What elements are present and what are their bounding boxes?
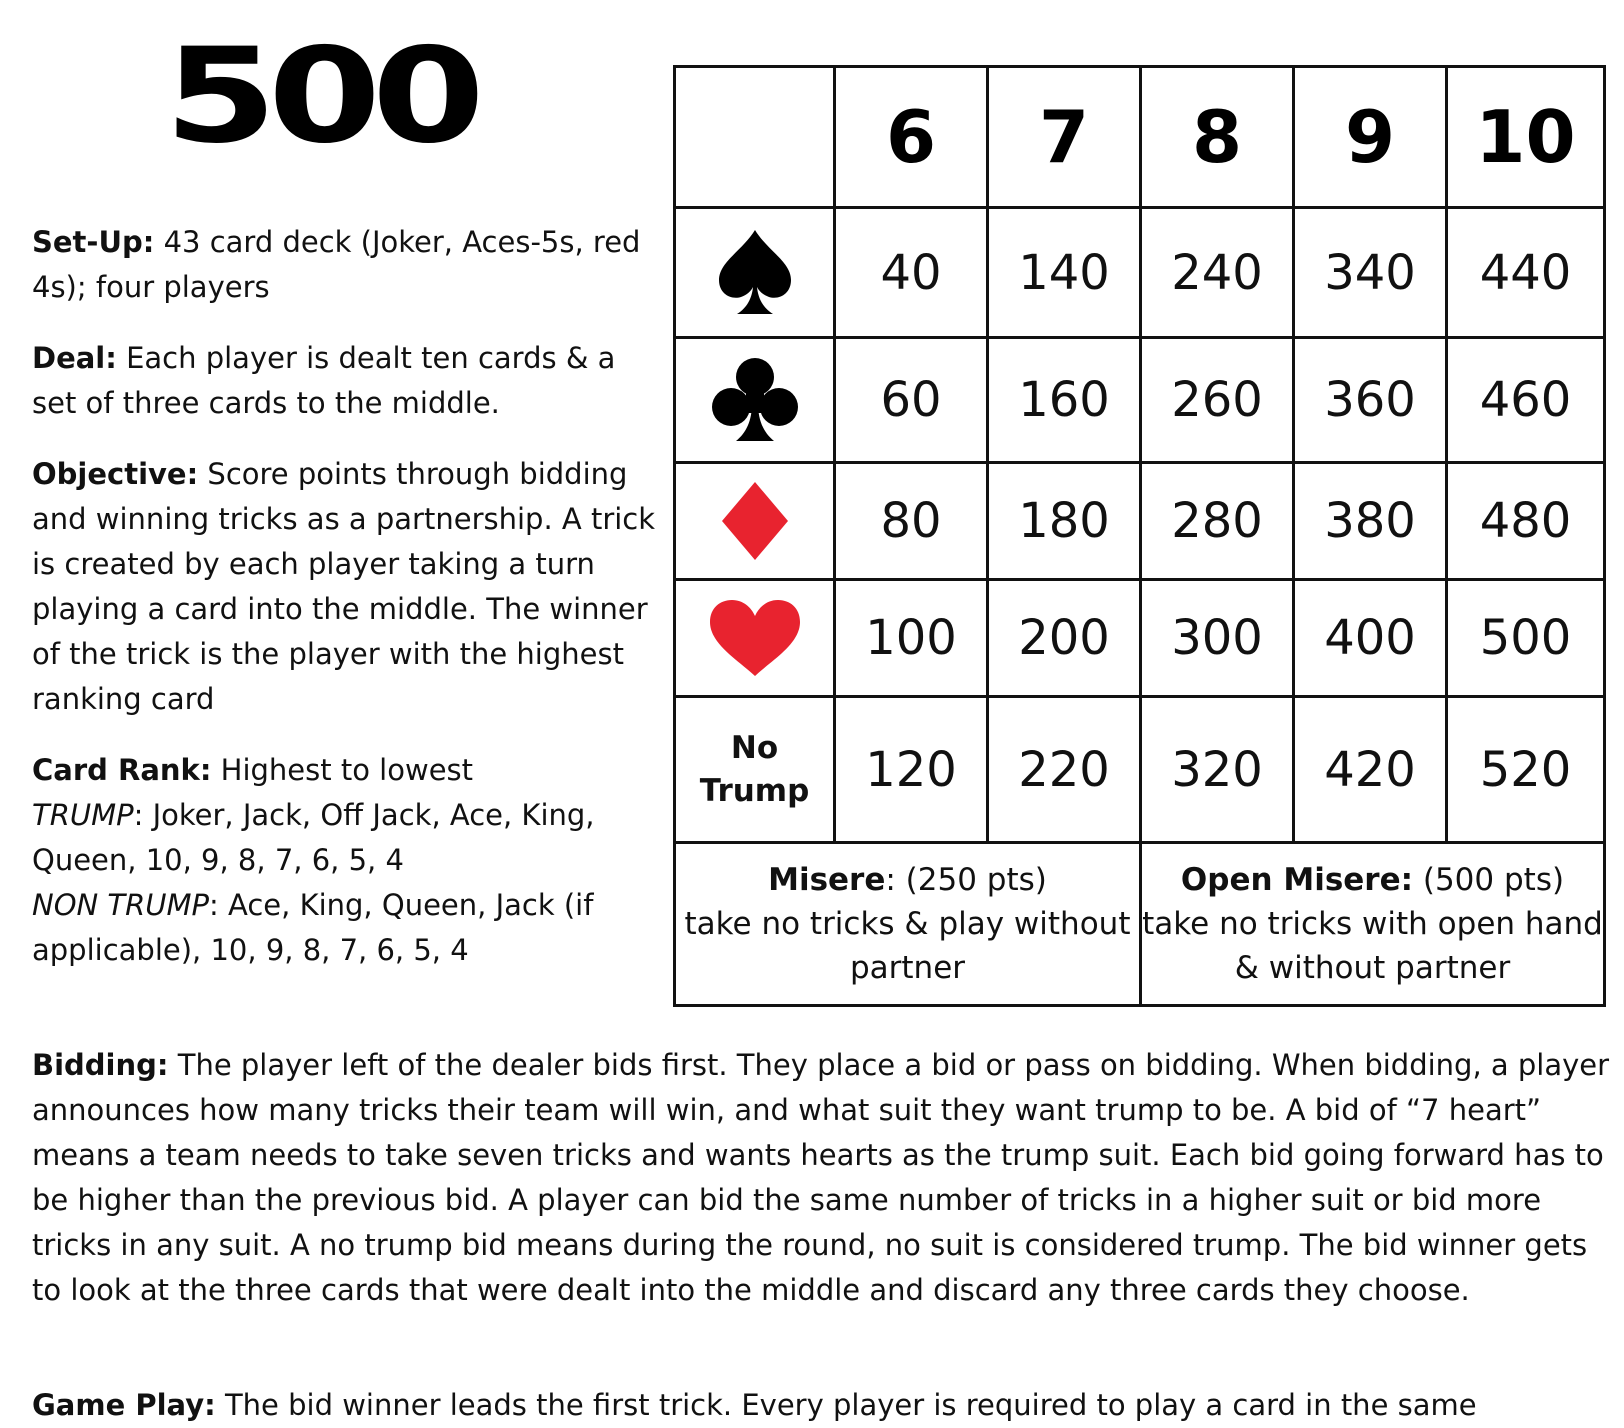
- setup-section: [32, 220, 662, 310]
- bidding-text: The player left of the dealer bids first. They place a bid or pass on bidding. When bidding, a player announces how many tricks their team will win, and what suit they want trump to be. A bid of “7 heart” means a team needs to take seven tricks and wants hearts as the trump suit. Each bid going forward has to be higher than the previous bid. A player can bid the same number of tricks in a higher suit or bid more tricks in any suit. A no trump bid means during the round, no suit is considered trump. The bid winner gets to look at the three cards that were dealt into the middle and discard any three cards they choose.: [32, 1048, 1610, 1307]
- spade-icon: [713, 228, 797, 318]
- open-misere-description: take no tricks with open hand & without partner: [1142, 906, 1603, 986]
- score-cell: 180: [988, 463, 1141, 580]
- misere-description: take no tricks & play without partner: [684, 906, 1131, 986]
- score-cell: 480: [1447, 463, 1605, 580]
- header-tricks-8: 8: [1141, 67, 1294, 208]
- score-cell: 440: [1447, 208, 1605, 338]
- no-trump-row: [675, 697, 1605, 843]
- score-cell: 60: [835, 338, 988, 463]
- heart-icon: [708, 598, 802, 678]
- no-trump-line-2: Trump: [699, 772, 810, 809]
- header-tricks-10: 10: [1447, 67, 1605, 208]
- score-cell: 340: [1294, 208, 1447, 338]
- score-cell: 420: [1294, 697, 1447, 843]
- clubs-row: [675, 338, 1605, 463]
- score-cell: 140: [988, 208, 1141, 338]
- no-trump-line-1: No: [730, 729, 779, 766]
- header-row: [675, 67, 1605, 208]
- trump-text: : Joker, Jack, Off Jack, Ace, King, Queen, 10, 9, 8, 7, 6, 5, 4: [32, 798, 595, 877]
- score-cell: 320: [1141, 697, 1294, 843]
- score-cell: 160: [988, 338, 1141, 463]
- diamond-cell: [675, 463, 835, 580]
- score-cell: 360: [1294, 338, 1447, 463]
- hearts-row: [675, 580, 1605, 697]
- score-cell: 500: [1447, 580, 1605, 697]
- score-cell: 460: [1447, 338, 1605, 463]
- card-rank-text: Highest to lowest: [211, 753, 474, 787]
- open-misere-label: Open Misere:: [1180, 862, 1414, 898]
- misere-label: Misere: [768, 862, 886, 898]
- misere-points: (250 pts): [895, 862, 1047, 898]
- game-title: 500: [164, 19, 476, 173]
- deal-section: [32, 336, 662, 426]
- score-cell: 40: [835, 208, 988, 338]
- score-cell: 120: [835, 697, 988, 843]
- rules-left-column: [32, 220, 662, 999]
- score-cell: 400: [1294, 580, 1447, 697]
- diamond-icon: [720, 480, 790, 562]
- header-tricks-9: 9: [1294, 67, 1447, 208]
- no-trump-label: [676, 727, 833, 813]
- score-cell: 200: [988, 580, 1141, 697]
- objective-text: Score points through bidding and winning tricks as a partnership. A trick is created by each player taking a turn playing a card into the middle. The winner of the trick is the player with the highest ranking card: [32, 457, 656, 716]
- score-cell: 220: [988, 697, 1141, 843]
- game-play-text: The bid winner leads the first trick. Every player is required to play a card in the same: [215, 1388, 1477, 1422]
- score-cell: 280: [1141, 463, 1294, 580]
- score-cell: 520: [1447, 697, 1605, 843]
- spade-cell: [675, 208, 835, 338]
- misere-cell: [675, 843, 1141, 1006]
- deal-label: Deal:: [32, 341, 117, 375]
- header-tricks-7: 7: [988, 67, 1141, 208]
- misere-row: [675, 843, 1605, 1006]
- non-trump-label: NON TRUMP: [32, 888, 210, 922]
- score-cell: 260: [1141, 338, 1294, 463]
- header-tricks-6: 6: [835, 67, 988, 208]
- objective-label: Objective:: [32, 457, 199, 491]
- game-play-section: [32, 1383, 1612, 1428]
- card-rank-section: [32, 748, 662, 973]
- trump-label: TRUMP: [32, 798, 134, 832]
- card-rank-label: Card Rank:: [32, 753, 212, 787]
- score-cell: 380: [1294, 463, 1447, 580]
- heart-cell: [675, 580, 835, 697]
- bidding-section: [32, 1043, 1612, 1313]
- bidding-label: Bidding:: [32, 1048, 169, 1082]
- objective-section: [32, 452, 662, 722]
- spades-row: [675, 208, 1605, 338]
- corner-cell: [675, 67, 835, 208]
- misere-colon: :: [885, 862, 896, 898]
- game-play-label: Game Play:: [32, 1388, 216, 1422]
- setup-label: Set-Up:: [32, 225, 155, 259]
- diamonds-row: [675, 463, 1605, 580]
- non-trump-text: : Ace, King, Queen, Jack (if applicable), 10, 9, 8, 7, 6, 5, 4: [32, 888, 594, 967]
- score-table: [673, 65, 1606, 1007]
- no-trump-cell: [675, 697, 835, 843]
- open-misere-points: (500 pts): [1413, 862, 1565, 898]
- deal-text: Each player is dealt ten cards & a set of three cards to the middle.: [32, 341, 616, 420]
- open-misere-cell: [1141, 843, 1605, 1006]
- score-cell: 100: [835, 580, 988, 697]
- score-cell: 300: [1141, 580, 1294, 697]
- score-cell: 80: [835, 463, 988, 580]
- club-icon: [710, 355, 800, 445]
- club-cell: [675, 338, 835, 463]
- score-cell: 240: [1141, 208, 1294, 338]
- setup-text: 43 card deck (Joker, Aces-5s, red 4s); four players: [32, 225, 641, 304]
